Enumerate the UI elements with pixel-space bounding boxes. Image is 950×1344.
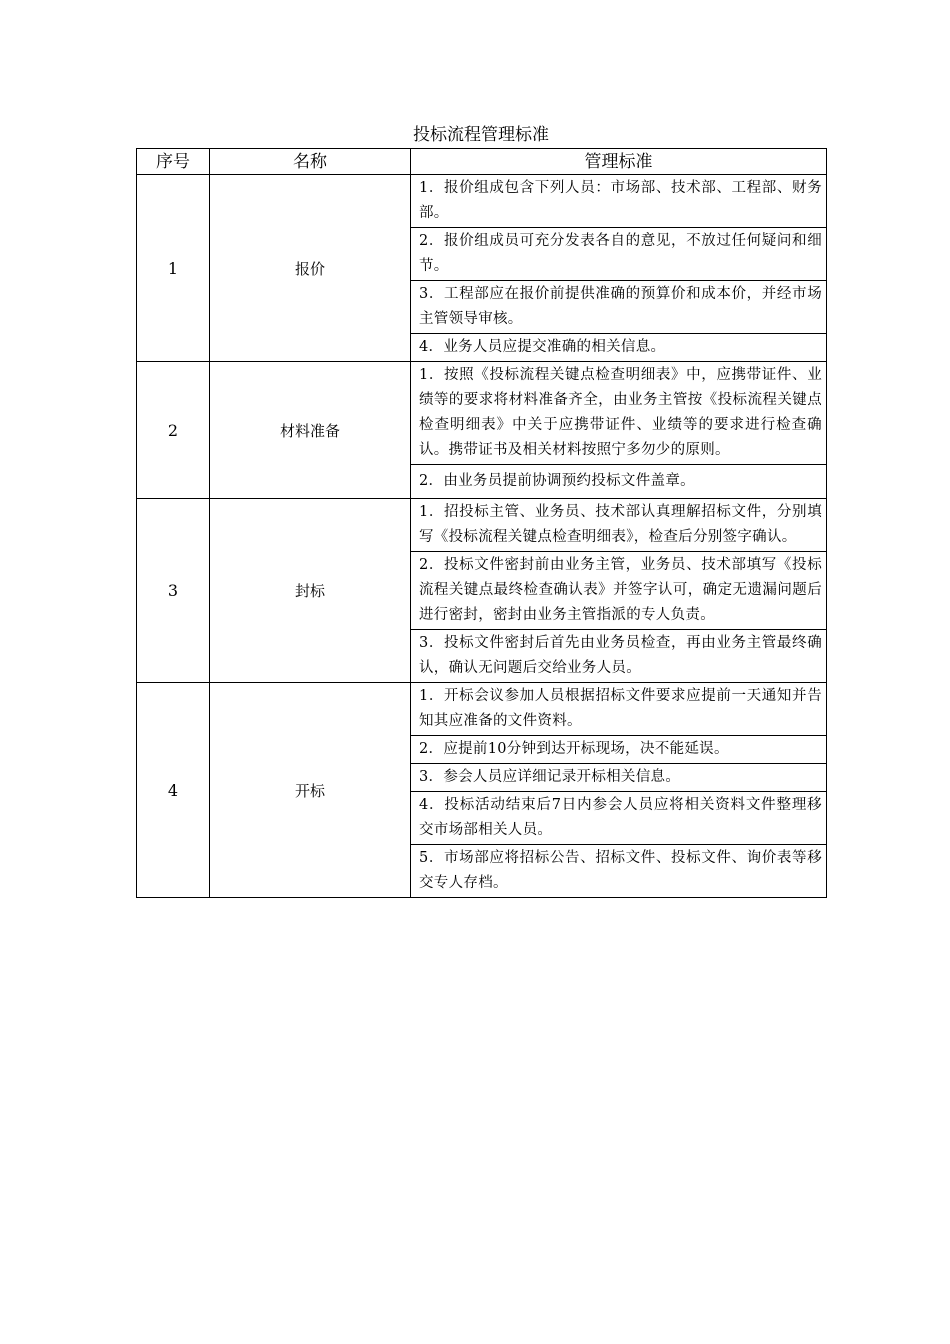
standard-item: 4．业务人员应提交准确的相关信息。	[419, 339, 666, 355]
standard-item: 2．应提前10分钟到达开标现场，决不能延误。	[411, 736, 826, 764]
table-row	[137, 175, 827, 362]
table-row	[137, 362, 827, 499]
row-name: 报价	[210, 175, 411, 362]
standard-item: 1．开标会议参加人员根据招标文件要求应提前一天通知并告知其应准备的文件资料。	[411, 683, 826, 736]
row-seq: 1	[137, 175, 210, 362]
row-standards	[411, 683, 827, 898]
header-name: 名称	[210, 149, 411, 175]
document-title: 投标流程管理标准	[413, 125, 549, 145]
row-seq: 3	[137, 499, 210, 683]
row-standards	[411, 175, 827, 362]
standard-item: 3．参会人员应详细记录开标相关信息。	[411, 764, 826, 792]
standard-item: 1．按照《投标流程关键点检查明细表》中，应携带证件、业绩等的要求将材料准备齐全，由业务主管按《投标流程关键点检查明细表》中关于应携带证件、业绩等的要求进行检查确认。携带证书及相关材料按照宁多勿少的原则。	[411, 362, 826, 465]
table-row	[137, 499, 827, 683]
standard-item: 1．招投标主管、业务员、技术部认真理解招标文件，分别填写《投标流程关键点检查明细表》，检查后分别签字确认。	[411, 499, 826, 552]
standard-item: 1．报价组成包含下列人员：市场部、技术部、工程部、财务部。	[411, 175, 826, 228]
row-name: 材料准备	[210, 362, 411, 499]
header-standard: 管理标准	[411, 149, 827, 175]
standard-item: 4．投标活动结束后7日内参会人员应将相关资料文件整理移交市场部相关人员。	[411, 792, 826, 845]
row-standards	[411, 499, 827, 683]
table-row	[137, 683, 827, 898]
standard-item: 3．投标文件密封后首先由业务员检查，再由业务主管最终确认，确认无问题后交给业务人员。	[419, 635, 822, 676]
row-seq: 2	[137, 362, 210, 499]
standard-item: 2．由业务员提前协调预约投标文件盖章。	[419, 473, 695, 489]
standard-item: 2．报价组成员可充分发表各自的意见，不放过任何疑问和细节。	[411, 228, 826, 281]
header-seq: 序号	[137, 149, 210, 175]
row-standards	[411, 362, 827, 499]
table-header-row	[137, 149, 827, 175]
row-name: 封标	[210, 499, 411, 683]
row-seq: 4	[137, 683, 210, 898]
row-name: 开标	[210, 683, 411, 898]
standards-table	[136, 148, 827, 898]
standard-item: 5．市场部应将招标公告、招标文件、投标文件、询价表等移交专人存档。	[419, 850, 822, 891]
standard-item: 3．工程部应在报价前提供准确的预算价和成本价，并经市场主管领导审核。	[411, 281, 826, 334]
standard-item: 2．投标文件密封前由业务主管，业务员、技术部填写《投标流程关键点最终检查确认表》并签字认可，确定无遗漏问题后进行密封，密封由业务主管指派的专人负责。	[411, 552, 826, 630]
